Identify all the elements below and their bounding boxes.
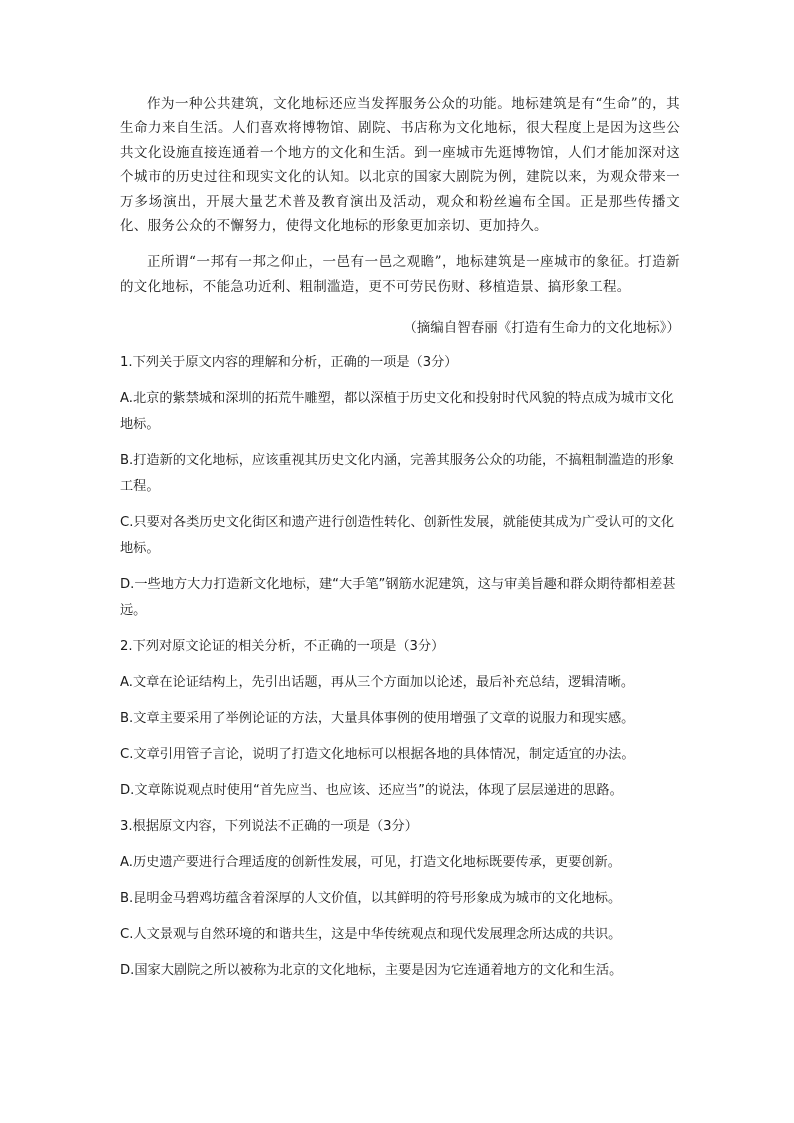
question-1: [120, 350, 680, 624]
question-2-option-d: D.文章陈说观点时使用“首先应当、也应该、还应当”的说法，体现了层层递进的思路。: [120, 783, 623, 798]
passage-paragraph-1: 作为一种公共建筑，文化地标还应当发挥服务公众的功能。地标建筑是有“生命”的，其生命力来自生活。人们喜欢将博物馆、剧院、书店称为文化地标，很大程度上是因为这些公共文化设施直接连通着一个地方的文化和生活。到一座城市先逛博物馆，人们才能加深对这个城市的历史过往和现实文化的认知。以北京的国家大剧院为例，建院以来，为观众带来一万多场演出，开展大量艺术普及教育演出及活动，观众和粉丝遍布全国。正是那些传播文化、服务公众的不懈努力，使得文化地标的形象更加亲切、更加持久。: [120, 96, 680, 235]
question-1-option-c: C.只要对各类历史文化街区和遗产进行创造性转化、创新性发展，就能使其成为广受认可的文化地标。: [120, 515, 675, 556]
passage: [120, 92, 680, 311]
question-3-option-a: A.历史遗产要进行合理适度的创新性发展，可见，打造文化地标既要传承，更要创新。: [120, 855, 621, 870]
question-2-option-c: C.文章引用管子言论，说明了打造文化地标可以根据各地的具体情况，制定适宜的办法。: [120, 747, 635, 762]
question-2: [120, 634, 680, 804]
question-2-option-b: B.文章主要采用了举例论证的方法，大量具体事例的使用增强了文章的说服力和现实感。: [120, 711, 635, 726]
questions: [120, 350, 680, 994]
question-3-title: 3.根据原文内容，下列说法不正确的一项是（3分）: [120, 819, 418, 834]
question-3-option-c: C.人文景观与自然环境的和谐共生，这是中华传统观点和现代发展理念所达成的共识。: [120, 927, 622, 942]
question-1-option-b: B.打造新的文化地标，应该重视其历史文化内涵，完善其服务公众的功能，不搞粗制滥造的形象工程。: [120, 453, 674, 494]
question-3: [120, 814, 680, 984]
question-3-option-d: D.国家大剧院之所以被称为北京的文化地标，主要是因为它连通着地方的文化和生活。: [120, 963, 623, 978]
passage-source: （摘编自智春丽《打造有生命力的文化地标》）: [403, 320, 680, 336]
question-1-option-a: A.北京的紫禁城和深圳的拓荒牛雕塑，都以深植于历史文化和投射时代风貌的特点成为城市文化地标。: [120, 391, 674, 432]
question-1-title: 1.下列关于原文内容的理解和分析，正确的一项是（3分）: [120, 355, 458, 370]
question-1-option-d: D.一些地方大力打造新文化地标，建“大手笔”钢筋水泥建筑，这与审美旨趣和群众期待都相差甚远。: [120, 577, 676, 618]
question-2-option-a: A.文章在论证结构上，先引出话题，再从三个方面加以论述，最后补充总结，逻辑清晰。: [120, 675, 635, 690]
question-2-title: 2.下列对原文论证的相关分析，不正确的一项是（3分）: [120, 639, 445, 654]
question-3-option-b: B.昆明金马碧鸡坊蕴含着深厚的人文价值，以其鲜明的符号形象成为城市的文化地标。: [120, 891, 622, 906]
passage-paragraph-2: 正所谓“一邦有一邦之仰止，一邑有一邑之观瞻”，地标建筑是一座城市的象征。打造新的文化地标，不能急功近利、粗制滥造，更不可劳民伤财、移植造景、搞形象工程。: [120, 254, 680, 295]
